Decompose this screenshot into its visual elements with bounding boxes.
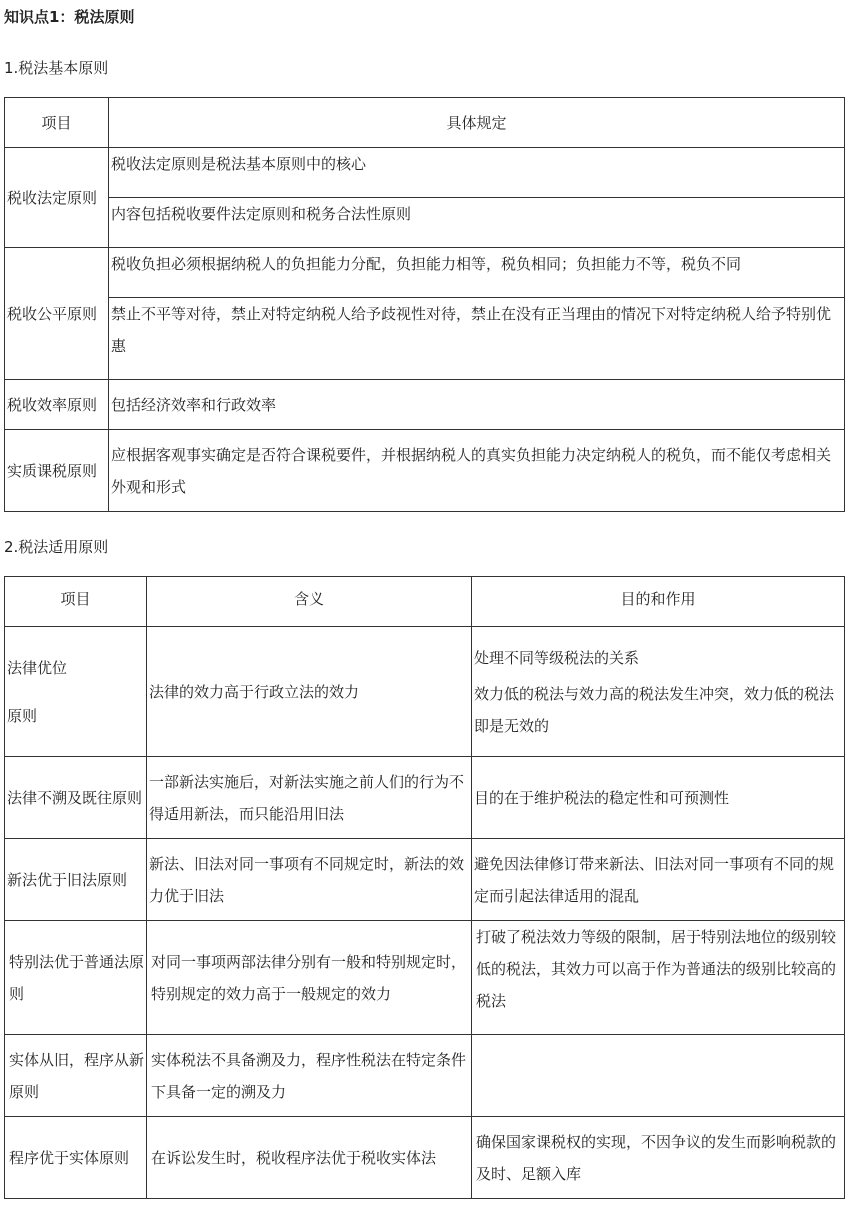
header-item: 项目 <box>5 577 147 627</box>
row-meaning: 实体税法不具备溯及力，程序性税法在特定条件下具备一定的溯及力 <box>147 1035 472 1117</box>
table-header-row <box>5 98 845 148</box>
row-detail: 税收负担必须根据纳税人的负担能力分配，负担能力相等，税负相同；负担能力不等，税负不同 <box>109 248 845 298</box>
row-item: 法律不溯及既往原则 <box>5 757 147 839</box>
table-row <box>5 298 845 380</box>
row-purpose <box>472 627 845 757</box>
row-meaning: 一部新法实施后，对新法实施之前人们的行为不得适用新法，而只能沿用旧法 <box>147 757 472 839</box>
row-item: 特别法优于普通法原则 <box>5 921 147 1035</box>
row-detail: 包括经济效率和行政效率 <box>109 380 845 430</box>
table-row <box>5 380 845 430</box>
row-item: 税收法定原则 <box>5 148 109 248</box>
row-item: 程序优于实体原则 <box>5 1117 147 1199</box>
row-purpose: 打破了税法效力等级的限制，居于特别法地位的级别较低的税法，其效力可以高于作为普通法的级别比较高的税法 <box>472 921 845 1035</box>
header-details: 具体规定 <box>109 98 845 148</box>
row-item: 实质课税原则 <box>5 430 109 512</box>
table-row <box>5 839 845 921</box>
row-item: 实体从旧，程序从新原则 <box>5 1035 147 1117</box>
table-row <box>5 430 845 512</box>
row-meaning: 法律的效力高于行政立法的效力 <box>147 627 472 757</box>
row-purpose: 确保国家课税权的实现，不因争议的发生而影响税款的及时、足额入库 <box>472 1117 845 1199</box>
row-purpose-empty <box>472 1035 845 1117</box>
table-row <box>5 248 845 298</box>
section2-heading: 2.税法适用原则 <box>4 538 109 556</box>
table-row <box>5 1035 845 1117</box>
header-purpose: 目的和作用 <box>472 577 845 627</box>
row-detail: 禁止不平等对待，禁止对特定纳税人给予歧视性对待，禁止在没有正当理由的情况下对特定纳税人给予特别优惠 <box>109 298 845 380</box>
table-header-row <box>5 577 845 627</box>
application-principles-table <box>4 576 845 1199</box>
table-row <box>5 627 845 757</box>
purpose-line: 处理不同等级税法的关系 <box>474 648 640 667</box>
header-meaning: 含义 <box>147 577 472 627</box>
header-item: 项目 <box>5 98 109 148</box>
table-row <box>5 1117 845 1199</box>
purpose-line: 效力低的税法与效力高的税法发生冲突，效力低的税法即是无效的 <box>474 684 835 735</box>
row-purpose: 避免因法律修订带来新法、旧法对同一事项有不同的规定而引起法律适用的混乱 <box>472 839 845 921</box>
row-detail: 税收法定原则是税法基本原则中的核心 <box>109 148 845 198</box>
row-meaning: 新法、旧法对同一事项有不同规定时，新法的效力优于旧法 <box>147 839 472 921</box>
table-row <box>5 198 845 248</box>
row-detail: 应根据客观事实确定是否符合课税要件，并根据纳税人的真实负担能力决定纳税人的税负，而不能仅考虑相关外观和形式 <box>109 430 845 512</box>
row-item: 新法优于旧法原则 <box>5 839 147 921</box>
row-item: 税收效率原则 <box>5 380 109 430</box>
row-meaning: 在诉讼发生时，税收程序法优于税收实体法 <box>147 1117 472 1199</box>
page-title: 知识点1：税法原则 <box>4 8 135 26</box>
row-item-text: 法律优位原则 <box>7 658 68 725</box>
table-row <box>5 757 845 839</box>
basic-principles-table <box>4 97 845 512</box>
table-row <box>5 921 845 1035</box>
row-item <box>5 627 147 757</box>
section1-heading: 1.税法基本原则 <box>4 59 109 77</box>
table-row <box>5 148 845 198</box>
row-detail: 内容包括税收要件法定原则和税务合法性原则 <box>109 198 845 248</box>
row-item: 税收公平原则 <box>5 248 109 380</box>
row-meaning: 对同一事项两部法律分别有一般和特别规定时，特别规定的效力高于一般规定的效力 <box>147 921 472 1035</box>
row-purpose: 目的在于维护税法的稳定性和可预测性 <box>472 757 845 839</box>
